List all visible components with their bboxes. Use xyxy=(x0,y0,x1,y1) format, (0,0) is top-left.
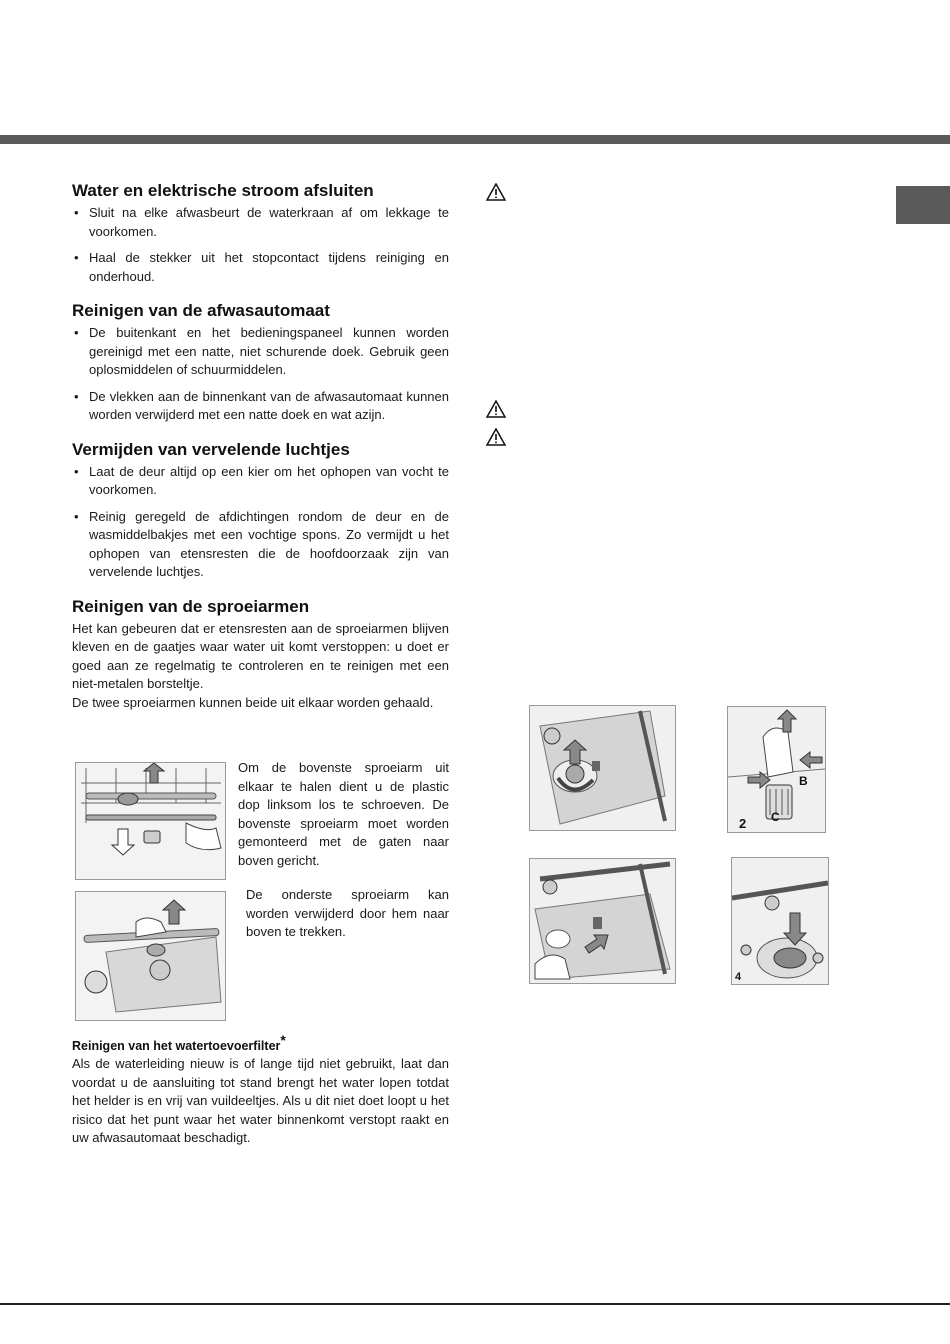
section-title: Reinigen van de sproeiarmen xyxy=(72,596,310,616)
section-cleaning xyxy=(72,300,449,425)
paragraph: Het kan gebeuren dat er etensresten aan de sproeiarmen blijven kleven en de gaatjes waar water uit komt verstoppen: u doet er goed aan ze regelmatig te controleren en te reinigen met een niet-metalen borsteltje. xyxy=(72,620,449,691)
warning-icon xyxy=(486,428,506,446)
bullet-list xyxy=(72,204,449,286)
section-title: Reinigen van de afwasautomaat xyxy=(72,301,330,320)
left-column xyxy=(72,180,449,726)
label-c: C xyxy=(771,810,780,824)
upper-arm-text: Om de bovenste sproeiarm uit elkaar te halen dient u de plastic dop linksom los te schroeven. De bovenste sproeiarm moet worden gemonteerd met de gaten naar boven gericht. xyxy=(238,760,449,868)
paragraph: De twee sproeiarmen kunnen beide uit elkaar worden gehaald. xyxy=(72,694,434,710)
section-title: Vermijden van vervelende luchtjes xyxy=(72,439,350,459)
bullet-list xyxy=(72,463,449,582)
filter-unscrew-illustration xyxy=(529,705,676,831)
header-rule xyxy=(0,135,950,144)
paragraph: Als de waterleiding nieuw is of lange tijd niet gebruikt, laat dan voordat u de aansluiting tot stand brengt het water lopen totdat het helder is en vrij van vuildeeltjes. Als u dit niet doet loopt u het risico dat het punt waar het water binnenkomt verstopt raakt en uw afwasautomaat beschadigt. xyxy=(72,1056,449,1145)
section-odours xyxy=(72,439,449,582)
filter-refit-illustration xyxy=(731,857,829,985)
asterisk: * xyxy=(280,1031,286,1048)
figure-number: 2 xyxy=(739,816,747,831)
lower-sprayarm-illustration xyxy=(75,891,226,1021)
warning-icon xyxy=(486,183,506,201)
figure-number: 4 xyxy=(735,971,742,983)
section-title: Water en elektrische stroom afsluiten xyxy=(72,181,374,200)
list-item: • Reinig geregeld de afdichtingen rondom de deur en de wasmiddelbakjes met een vochtige spons. Zo vermijdt u het ophopen van etensresten die de hoofdoorzaak zijn van vervelende luchtjes. xyxy=(72,508,449,582)
list-item: • Haal de stekker uit het stopcontact tijdens reiniging en onderhoud. xyxy=(72,249,449,286)
list-item: • Sluit na elke afwasbeurt de waterkraan af om lekkage te voorkomen. xyxy=(72,204,449,241)
list-item: • De vlekken aan de binnenkant van de afwasautomaat kunnen worden verwijderd met een natte doek en wat azijn. xyxy=(72,388,449,425)
filter-parts-illustration xyxy=(727,706,826,833)
footer-rule xyxy=(0,1303,950,1305)
language-tab xyxy=(896,186,950,224)
list-item: • De buitenkant en het bedieningspaneel kunnen worden gereinigd met een natte, niet schurende doek. Gebruik geen oplosmiddelen of schuurmiddelen. xyxy=(72,324,449,380)
filter-removal-illustration xyxy=(529,858,676,984)
list-item: • Laat de deur altijd op een kier om het ophopen van vocht te voorkomen. xyxy=(72,463,449,500)
section-sprayarms xyxy=(72,596,449,713)
section-filter xyxy=(72,1031,449,1148)
section-water xyxy=(72,180,449,286)
section-title: Reinigen van het watertoevoerfilter* xyxy=(72,1031,286,1053)
warning-icon xyxy=(486,400,506,418)
bullet-list xyxy=(72,324,449,425)
label-b: B xyxy=(799,774,808,788)
lower-arm-text: De onderste sproeiarm kan worden verwijderd door hem naar boven te trekken. xyxy=(246,887,449,939)
upper-sprayarm-illustration xyxy=(75,762,226,880)
